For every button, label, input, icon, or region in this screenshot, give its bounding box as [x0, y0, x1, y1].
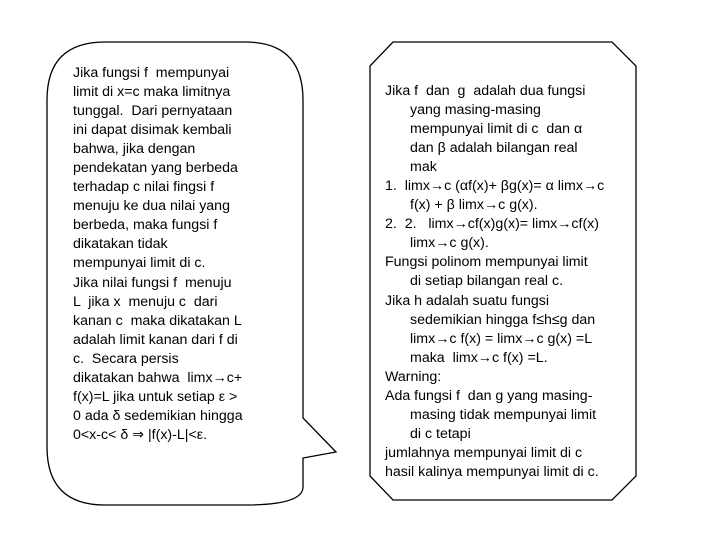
right-text-line: hasil kalinya mempunyai limit di c.	[385, 463, 599, 480]
left-text-line: pendekatan yang berbeda	[73, 160, 238, 177]
left-text-line: tunggal. Dari pernyataan	[73, 103, 233, 120]
right-text-line: f(x) + β limx→c g(x).	[410, 197, 538, 214]
left-text-line: 0 ada δ sedemikian hingga	[73, 407, 243, 424]
right-text-line: limx→c g(x).	[410, 235, 489, 252]
left-text-line: limit di x=c maka limitnya	[73, 84, 231, 101]
left-text-line: L jika x menuju c dari	[73, 293, 218, 310]
right-text-line: limx→c f(x) = limx→c g(x) =L	[410, 330, 593, 347]
left-text-line: kanan c maka dikatakan L	[73, 312, 242, 329]
right-text-line: dan β adalah bilangan real	[410, 140, 578, 157]
right-text-line: masing tidak mempunyai limit	[410, 406, 597, 423]
right-text-line: maka limx→c f(x) =L.	[410, 349, 548, 366]
left-text-line: dikatakan bahwa limx→c+	[73, 369, 243, 386]
right-text-line: jumlahnya mempunyai limit di c	[385, 444, 583, 461]
left-text-line: ini dapat disimak kembali	[73, 122, 232, 139]
right-text-line: Jika h adalah suatu fungsi	[385, 292, 550, 309]
left-text-line: 0<x-c< δ ⇒ |f(x)-L|<ε.	[73, 426, 208, 443]
left-text-line: f(x)=L jika untuk setiap ε >	[73, 388, 238, 405]
right-text-line: Warning:	[385, 368, 442, 385]
left-text-line: Jika fungsi f mempunyai	[73, 65, 230, 81]
right-text-line: yang masing-masing	[410, 102, 541, 119]
right-text-line: mempunyai limit di c dan α	[410, 121, 583, 138]
right-scroll-text	[385, 82, 604, 482]
right-text-line: 2. 2. limx→cf(x)g(x)= limx→cf(x)	[385, 216, 599, 233]
right-text-line: 1. limx→c (αf(x)+ βg(x)= α limx→c	[385, 178, 605, 195]
left-text-line: Jika nilai fungsi f menuju	[73, 274, 232, 291]
right-text-line: mak	[410, 159, 437, 176]
left-text-line: dikatakan tidak	[73, 236, 168, 253]
left-callout-text	[73, 64, 243, 445]
left-text-line: mempunyai limit di c.	[73, 255, 206, 272]
right-text-line: di setiap bilangan real c.	[410, 273, 564, 290]
right-text-line: sedemikian hingga f≤h≤g dan	[410, 311, 596, 328]
right-text-line: Fungsi polinom mempunyai limit	[385, 254, 588, 271]
right-text-line: di c tetapi	[410, 425, 471, 442]
left-text-line: menuju ke dua nilai yang	[73, 198, 230, 215]
left-text-line: berbeda, maka fungsi f	[73, 217, 218, 234]
left-text-line: bahwa, jika dengan	[73, 141, 196, 158]
left-text-line: adalah limit kanan dari f di	[73, 331, 238, 348]
right-text-line: Jika f dan g adalah dua fungsi	[385, 83, 586, 99]
left-text-line: terhadap c nilai fingsi f	[73, 179, 215, 196]
left-text-line: c. Secara persis	[73, 350, 179, 367]
right-text-line: Ada fungsi f dan g yang masing-	[385, 387, 593, 404]
